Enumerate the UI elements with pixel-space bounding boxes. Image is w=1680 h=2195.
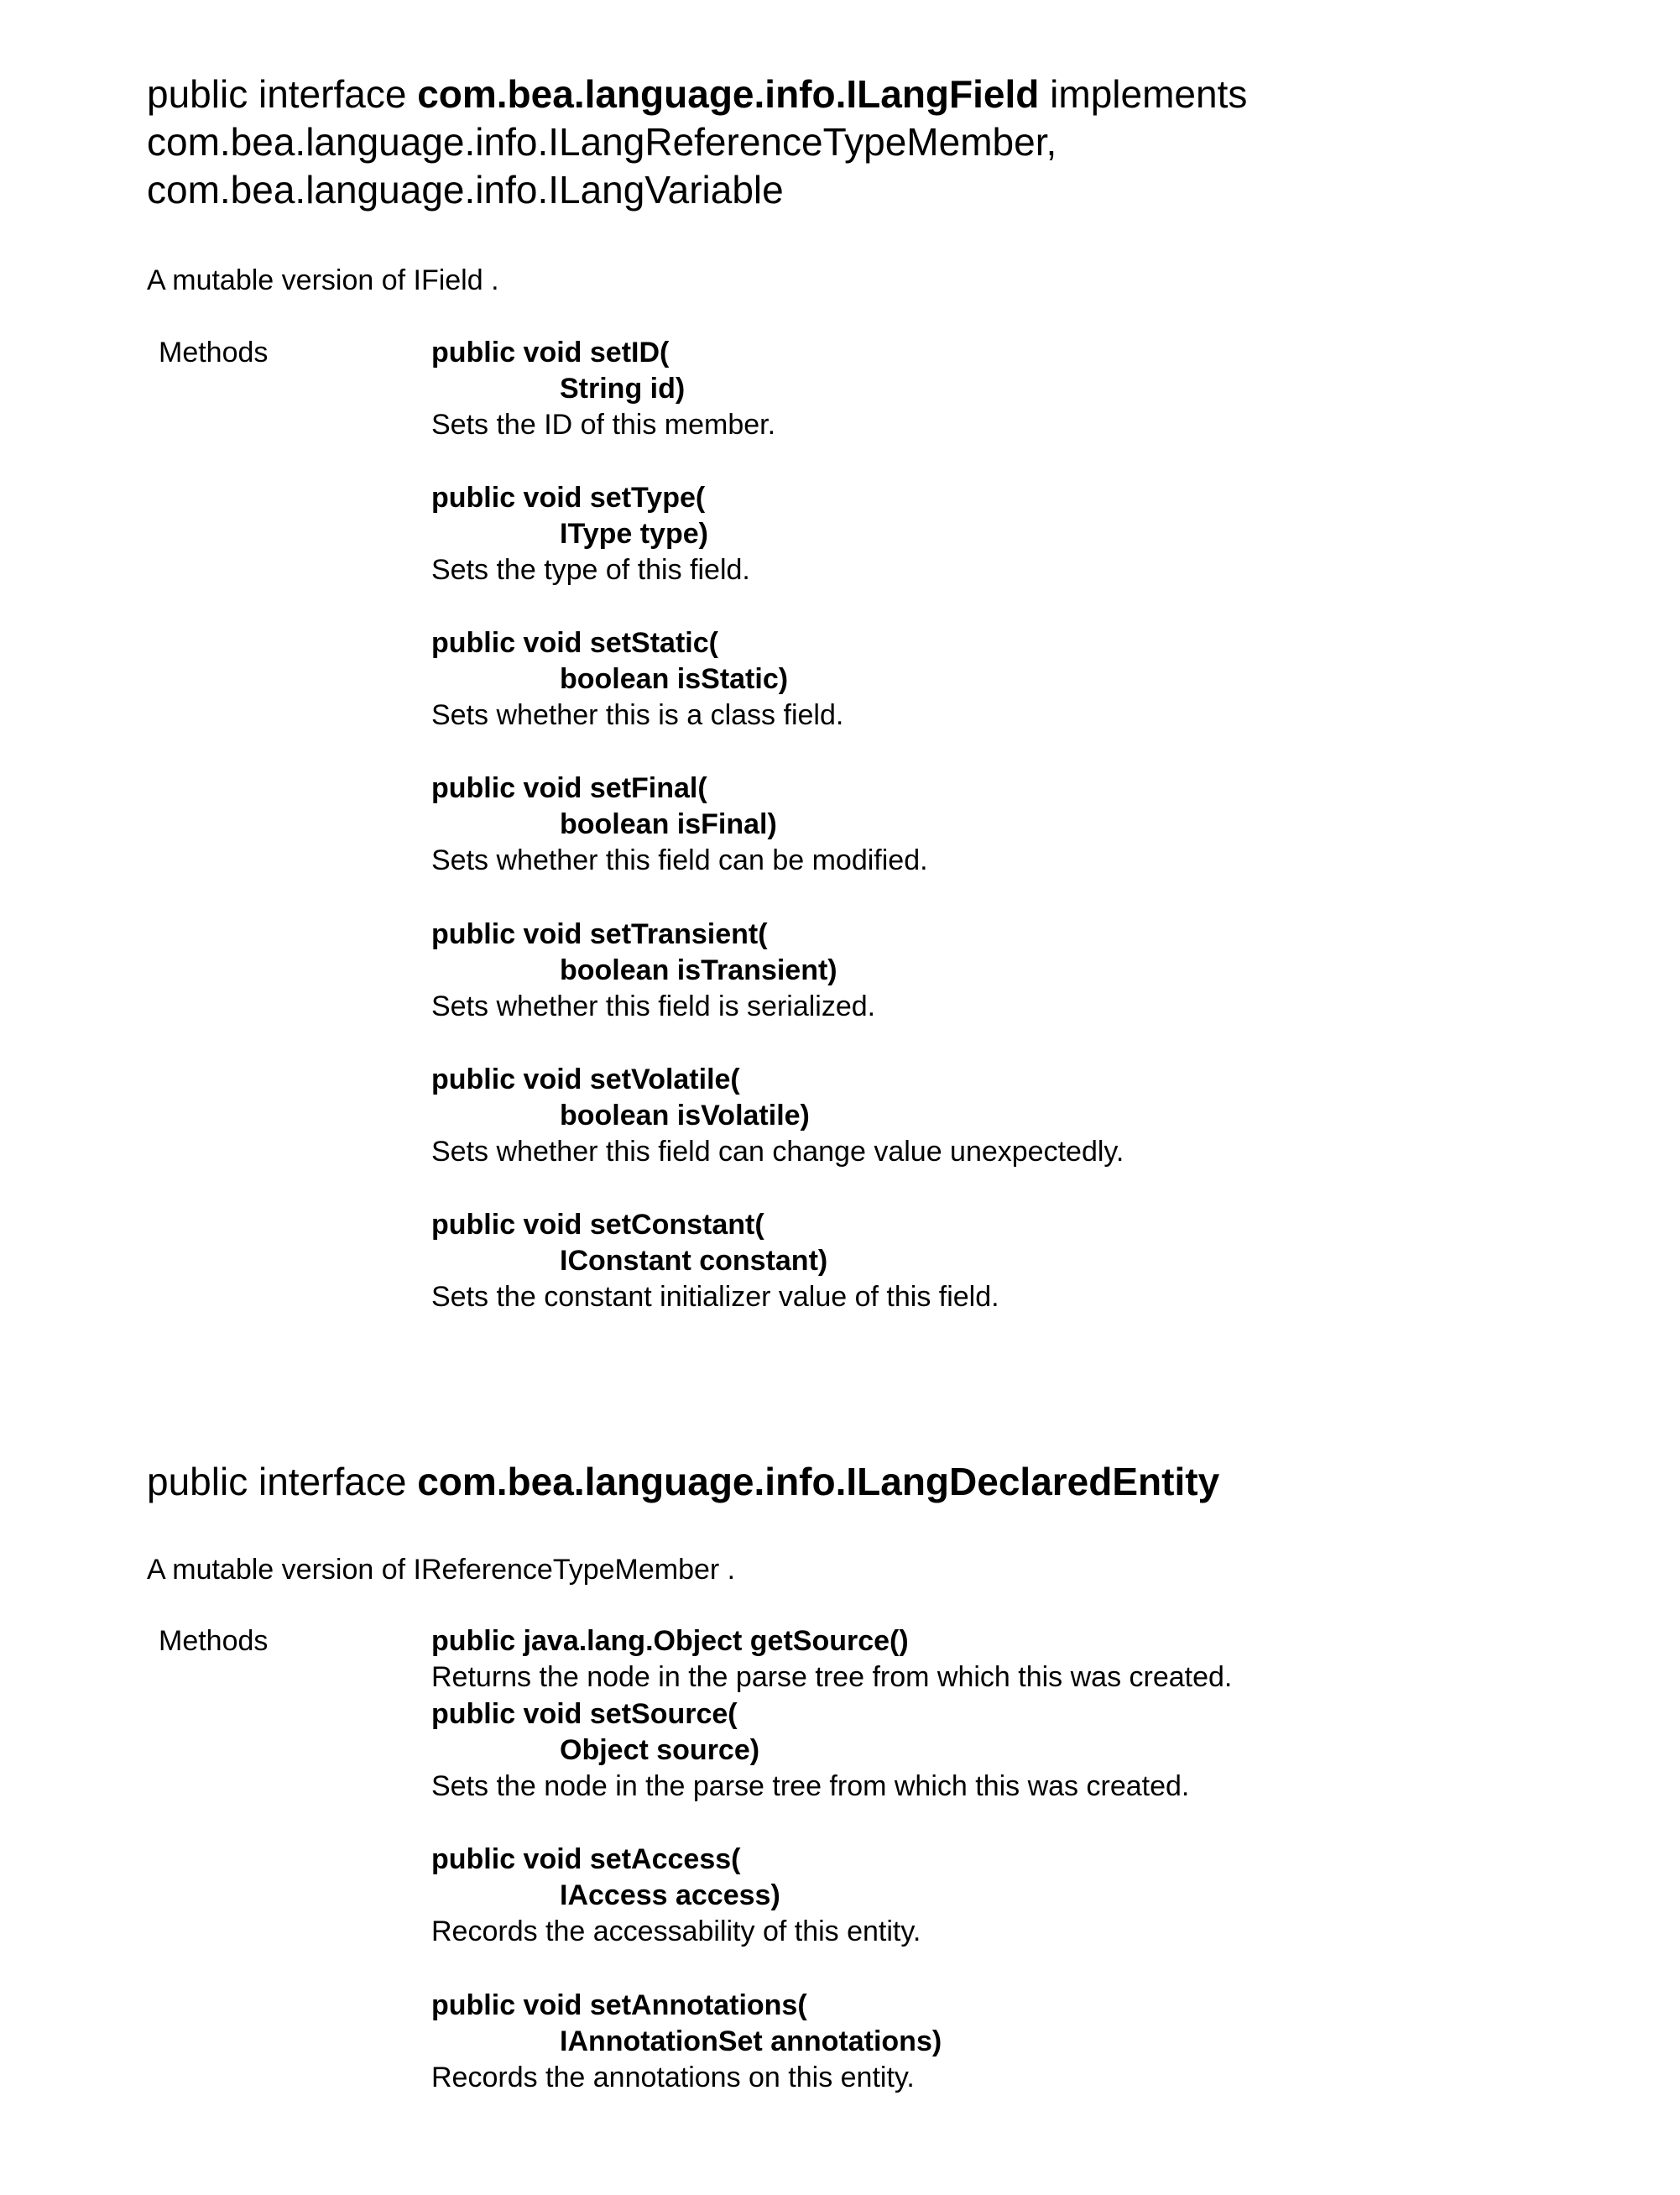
method-signature: public void setVolatile(: [431, 1062, 1124, 1098]
method-entry: [431, 1062, 1124, 1170]
method-entry: [431, 1988, 942, 2096]
method-signature: public void setSource(: [431, 1696, 1189, 1732]
interface-name: com.bea.language.info.ILangField: [417, 72, 1039, 116]
method-signature: public void setConstant(: [431, 1207, 999, 1243]
method-parameter: boolean isTransient): [431, 953, 875, 989]
interface-heading: public interface com.bea.language.info.ILangField implements com.bea.language.info.ILangReferenceTypeMember, com.bea.language.info.ILangVariable: [147, 71, 1247, 214]
interface-name: com.bea.language.info.ILangDeclaredEntity: [417, 1460, 1219, 1503]
method-description: Sets whether this field can change value unexpectedly.: [431, 1134, 1124, 1170]
method-signature: public void setAccess(: [431, 1842, 921, 1878]
method-parameter: String id): [431, 371, 775, 407]
method-description: Sets whether this field can be modified.: [431, 843, 928, 879]
method-signature: public void setAnnotations(: [431, 1988, 942, 2024]
method-description: Sets whether this field is serialized.: [431, 989, 875, 1025]
method-entry: [431, 1696, 1189, 1805]
method-entry: [431, 1623, 1232, 1696]
interface-description: A mutable version of IReferenceTypeMember .: [147, 1552, 735, 1588]
method-description: Sets the node in the parse tree from which this was created.: [431, 1769, 1189, 1805]
method-description: Returns the node in the parse tree from which this was created.: [431, 1659, 1232, 1696]
method-entry: [431, 771, 928, 879]
method-parameter: boolean isFinal): [431, 807, 928, 843]
method-entry: [431, 480, 750, 588]
method-description: Sets the ID of this member.: [431, 407, 775, 443]
method-parameter: Object source): [431, 1732, 1189, 1769]
method-entry: [431, 917, 875, 1025]
method-signature: public void setType(: [431, 480, 750, 516]
method-entry: [431, 1842, 921, 1950]
method-parameter: IAnnotationSet annotations): [431, 2024, 942, 2060]
method-description: Records the annotations on this entity.: [431, 2060, 942, 2096]
method-entry: [431, 335, 775, 443]
method-description: Sets the type of this field.: [431, 552, 750, 588]
method-entry: [431, 625, 843, 734]
method-signature: public java.lang.Object getSource(): [431, 1623, 1232, 1659]
method-parameter: boolean isVolatile): [431, 1098, 1124, 1134]
methods-label: Methods: [159, 335, 268, 371]
method-description: Sets whether this is a class field.: [431, 698, 843, 734]
interface-description: A mutable version of IField .: [147, 263, 499, 299]
method-parameter: IType type): [431, 516, 750, 552]
methods-label: Methods: [159, 1623, 268, 1659]
method-description: Sets the constant initializer value of this field.: [431, 1279, 999, 1315]
method-signature: public void setTransient(: [431, 917, 875, 953]
method-parameter: IConstant constant): [431, 1243, 999, 1279]
method-description: Records the accessability of this entity.: [431, 1914, 921, 1950]
method-signature: public void setStatic(: [431, 625, 843, 661]
method-entry: [431, 1207, 999, 1315]
method-signature: public void setFinal(: [431, 771, 928, 807]
method-signature: public void setID(: [431, 335, 775, 371]
method-parameter: IAccess access): [431, 1878, 921, 1914]
interface-heading: public interface com.bea.language.info.ILangDeclaredEntity: [147, 1458, 1219, 1506]
method-parameter: boolean isStatic): [431, 661, 843, 698]
